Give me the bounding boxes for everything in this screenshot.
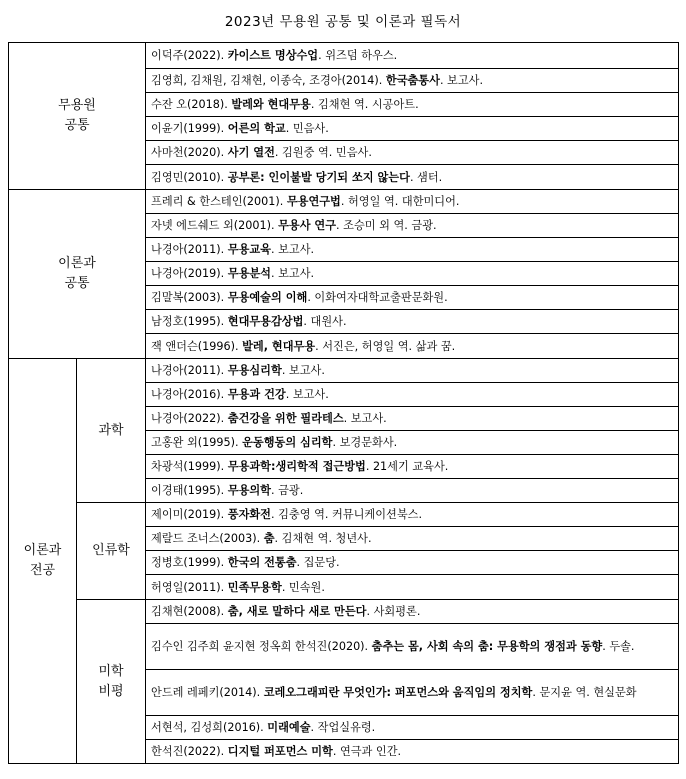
entry-title: 무용의학 (227, 484, 271, 497)
table-row (9, 600, 679, 624)
entry-publisher: . 이화여자대학교출판문화원. (307, 291, 448, 304)
page-title: 2023년 무용원 공통 및 이론과 필독서 (224, 14, 462, 30)
table-row (9, 503, 679, 527)
entry-author: 사마천(2020). (151, 146, 228, 159)
book-entry (146, 69, 679, 93)
entry-publisher: . 보고사. (271, 267, 315, 280)
entry-publisher: . 보고사. (281, 364, 325, 377)
entry-author: 수잔 오(2018). (151, 98, 232, 111)
book-entry (146, 455, 679, 479)
book-entry (146, 43, 679, 69)
book-entry (146, 359, 679, 383)
book-entry (146, 383, 679, 407)
entry-title: 발레와 현대무용 (231, 98, 311, 111)
book-entry (146, 214, 679, 238)
entry-publisher: . 집문당. (296, 556, 340, 569)
entry-author: 나경아(2011). (151, 243, 228, 256)
entry-publisher: . 김충영 역. 커뮤니케이션북스. (271, 508, 423, 521)
entry-publisher: . 보고사. (343, 412, 387, 425)
entry-title: 미래예술 (267, 721, 311, 734)
entry-title: 춤, 새로 말하다 새로 만든다 (227, 605, 367, 618)
entry-publisher: . 21세기 교육사. (365, 460, 449, 473)
book-entry (146, 670, 679, 716)
entry-title: 무용분석 (227, 267, 271, 280)
entry-publisher: . 김채현 역. 청년사. (274, 532, 372, 545)
entry-title: 현대무용감상법 (227, 315, 304, 328)
entry-title: 무용예술의 이해 (227, 291, 308, 304)
entry-publisher: . 조승미 외 역. 금광. (336, 219, 437, 232)
entry-title: 무용사 연구 (278, 219, 337, 232)
book-entry (146, 479, 679, 503)
book-entry (146, 93, 679, 117)
book-entry (146, 527, 679, 551)
entry-title: 디지털 퍼포먼스 미학 (227, 745, 333, 758)
book-entry (146, 141, 679, 165)
reading-list-table (8, 42, 679, 764)
entry-title: 운동행동의 심리학 (242, 436, 333, 449)
entry-publisher: . 보고사. (439, 74, 484, 87)
entry-publisher: . 금광. (271, 484, 304, 497)
entry-author: 자넷 에드쉐드 외(2001). (151, 219, 279, 232)
entry-title: 춤추는 몸, 사회 속의 춤: 무용학의 쟁점과 동향 (371, 639, 603, 653)
book-entry (146, 600, 679, 624)
entry-publisher: . 문지윤 역. 현실문화 (532, 685, 637, 699)
book-entry (146, 575, 679, 600)
entry-author: 허영일(2011). (151, 580, 228, 594)
entry-title: 코레오그래피란 무엇인가: 퍼포먼스와 움직임의 정치학 (263, 685, 533, 699)
entry-title: 카이스트 명상수업 (227, 49, 319, 62)
entry-publisher: . 대원사. (303, 315, 347, 328)
entry-publisher: . 사회평론. (366, 605, 421, 618)
entry-title: 공부론: 인이불발 당기되 쏘지 않는다 (227, 170, 410, 184)
entry-author: 한석진(2022). (151, 745, 228, 758)
entry-title: 무용과 건강 (227, 388, 286, 401)
entry-author: 제이미(2019). (151, 508, 228, 521)
category-cell: 무용원 공통 (9, 43, 146, 190)
entry-publisher: . 김원중 역. 민음사. (274, 146, 372, 159)
entry-title: 사기 열전 (227, 146, 275, 159)
book-entry (146, 740, 679, 764)
entry-title: 무용심리학 (227, 364, 282, 377)
book-entry (146, 310, 679, 334)
entry-author: 나경아(2022). (151, 412, 228, 425)
book-entry (146, 262, 679, 286)
book-entry (146, 286, 679, 310)
entry-author: 이덕주(2022). (151, 49, 228, 62)
subcategory-cell: 미학 비평 (77, 600, 146, 764)
entry-author: 남정호(1995). (151, 315, 228, 328)
entry-author: 정병호(1999). (151, 556, 228, 569)
entry-publisher: . 김채현 역. 시공아트. (310, 98, 419, 111)
subcategory-cell: 과학 (77, 359, 146, 503)
book-entry (146, 238, 679, 262)
entry-title: 한국의 전통춤 (227, 556, 297, 569)
entry-author: 김영희, 김채원, 김채현, 이종숙, 조경아(2014). (151, 74, 386, 87)
entry-title: 무용연구법 (286, 195, 341, 208)
entry-author: 나경아(2019). (151, 267, 228, 280)
book-entry (146, 190, 679, 214)
book-entry (146, 716, 679, 740)
table-row (9, 190, 679, 214)
entry-author: 서현석, 김성희(2016). (151, 721, 268, 734)
entry-publisher: . 두솔. (602, 639, 635, 653)
entry-author: 이윤기(1999). (151, 122, 228, 135)
entry-publisher: . 샘터. (409, 170, 443, 184)
entry-title: 민족무용학 (227, 580, 282, 594)
entry-publisher: . 서진은, 허영일 역. 삶과 꿈. (315, 339, 456, 353)
entry-publisher: . 보고사. (285, 388, 329, 401)
book-entry (146, 165, 679, 190)
entry-publisher: . 민음사. (285, 122, 329, 135)
category-cell: 이론과 전공 (9, 359, 77, 764)
book-entry (146, 624, 679, 670)
entry-author: 김말복(2003). (151, 291, 228, 304)
entry-author: 프레리 & 한스테인(2001). (151, 195, 287, 208)
entry-publisher: . 보경문화사. (332, 436, 398, 449)
entry-title: 발레, 현대무용 (242, 339, 316, 353)
book-entry (146, 431, 679, 455)
entry-publisher: . 작업실유령. (310, 721, 376, 734)
book-entry (146, 407, 679, 431)
category-cell: 이론과 공통 (9, 190, 146, 359)
entry-author: 김채현(2008). (151, 605, 228, 618)
table-row (9, 43, 679, 69)
entry-publisher: . 보고사. (271, 243, 315, 256)
entry-author: 제랄드 조너스(2003). (151, 532, 264, 545)
entry-author: 이경태(1995). (151, 484, 228, 497)
entry-publisher: . 민속원. (281, 580, 325, 594)
entry-author: 나경아(2011). (151, 364, 228, 377)
entry-title: 어른의 학교 (227, 122, 286, 135)
entry-author: 나경아(2016). (151, 388, 228, 401)
entry-title: 한국춤통사 (385, 74, 440, 87)
entry-title: 무용과학:생리학적 접근방법 (227, 460, 366, 473)
entry-author: 차광석(1999). (151, 460, 228, 473)
entry-author: 안드레 레페키(2014). (151, 685, 264, 699)
entry-publisher: . 위즈덤 하우스. (318, 49, 398, 62)
book-entry (146, 503, 679, 527)
entry-title: 풍자화전 (227, 508, 271, 521)
entry-author: 김영민(2010). (151, 170, 228, 184)
entry-title: 무용교육 (227, 243, 271, 256)
entry-author: 김수인 김주희 윤지현 정옥희 한석진(2020). (151, 639, 372, 653)
entry-publisher: . 허영일 역. 대한미디어. (340, 195, 460, 208)
book-entry (146, 334, 679, 359)
entry-author: 고홍완 외(1995). (151, 436, 243, 449)
table-row (9, 359, 679, 383)
entry-title: 춤 (263, 532, 275, 545)
book-entry (146, 117, 679, 141)
entry-author: 잭 앤더슨(1996). (151, 339, 243, 353)
entry-title: 춤건강을 위한 필라테스 (227, 412, 344, 425)
subcategory-cell: 인류학 (77, 503, 146, 600)
book-entry (146, 551, 679, 575)
entry-publisher: . 연극과 인간. (332, 745, 402, 758)
